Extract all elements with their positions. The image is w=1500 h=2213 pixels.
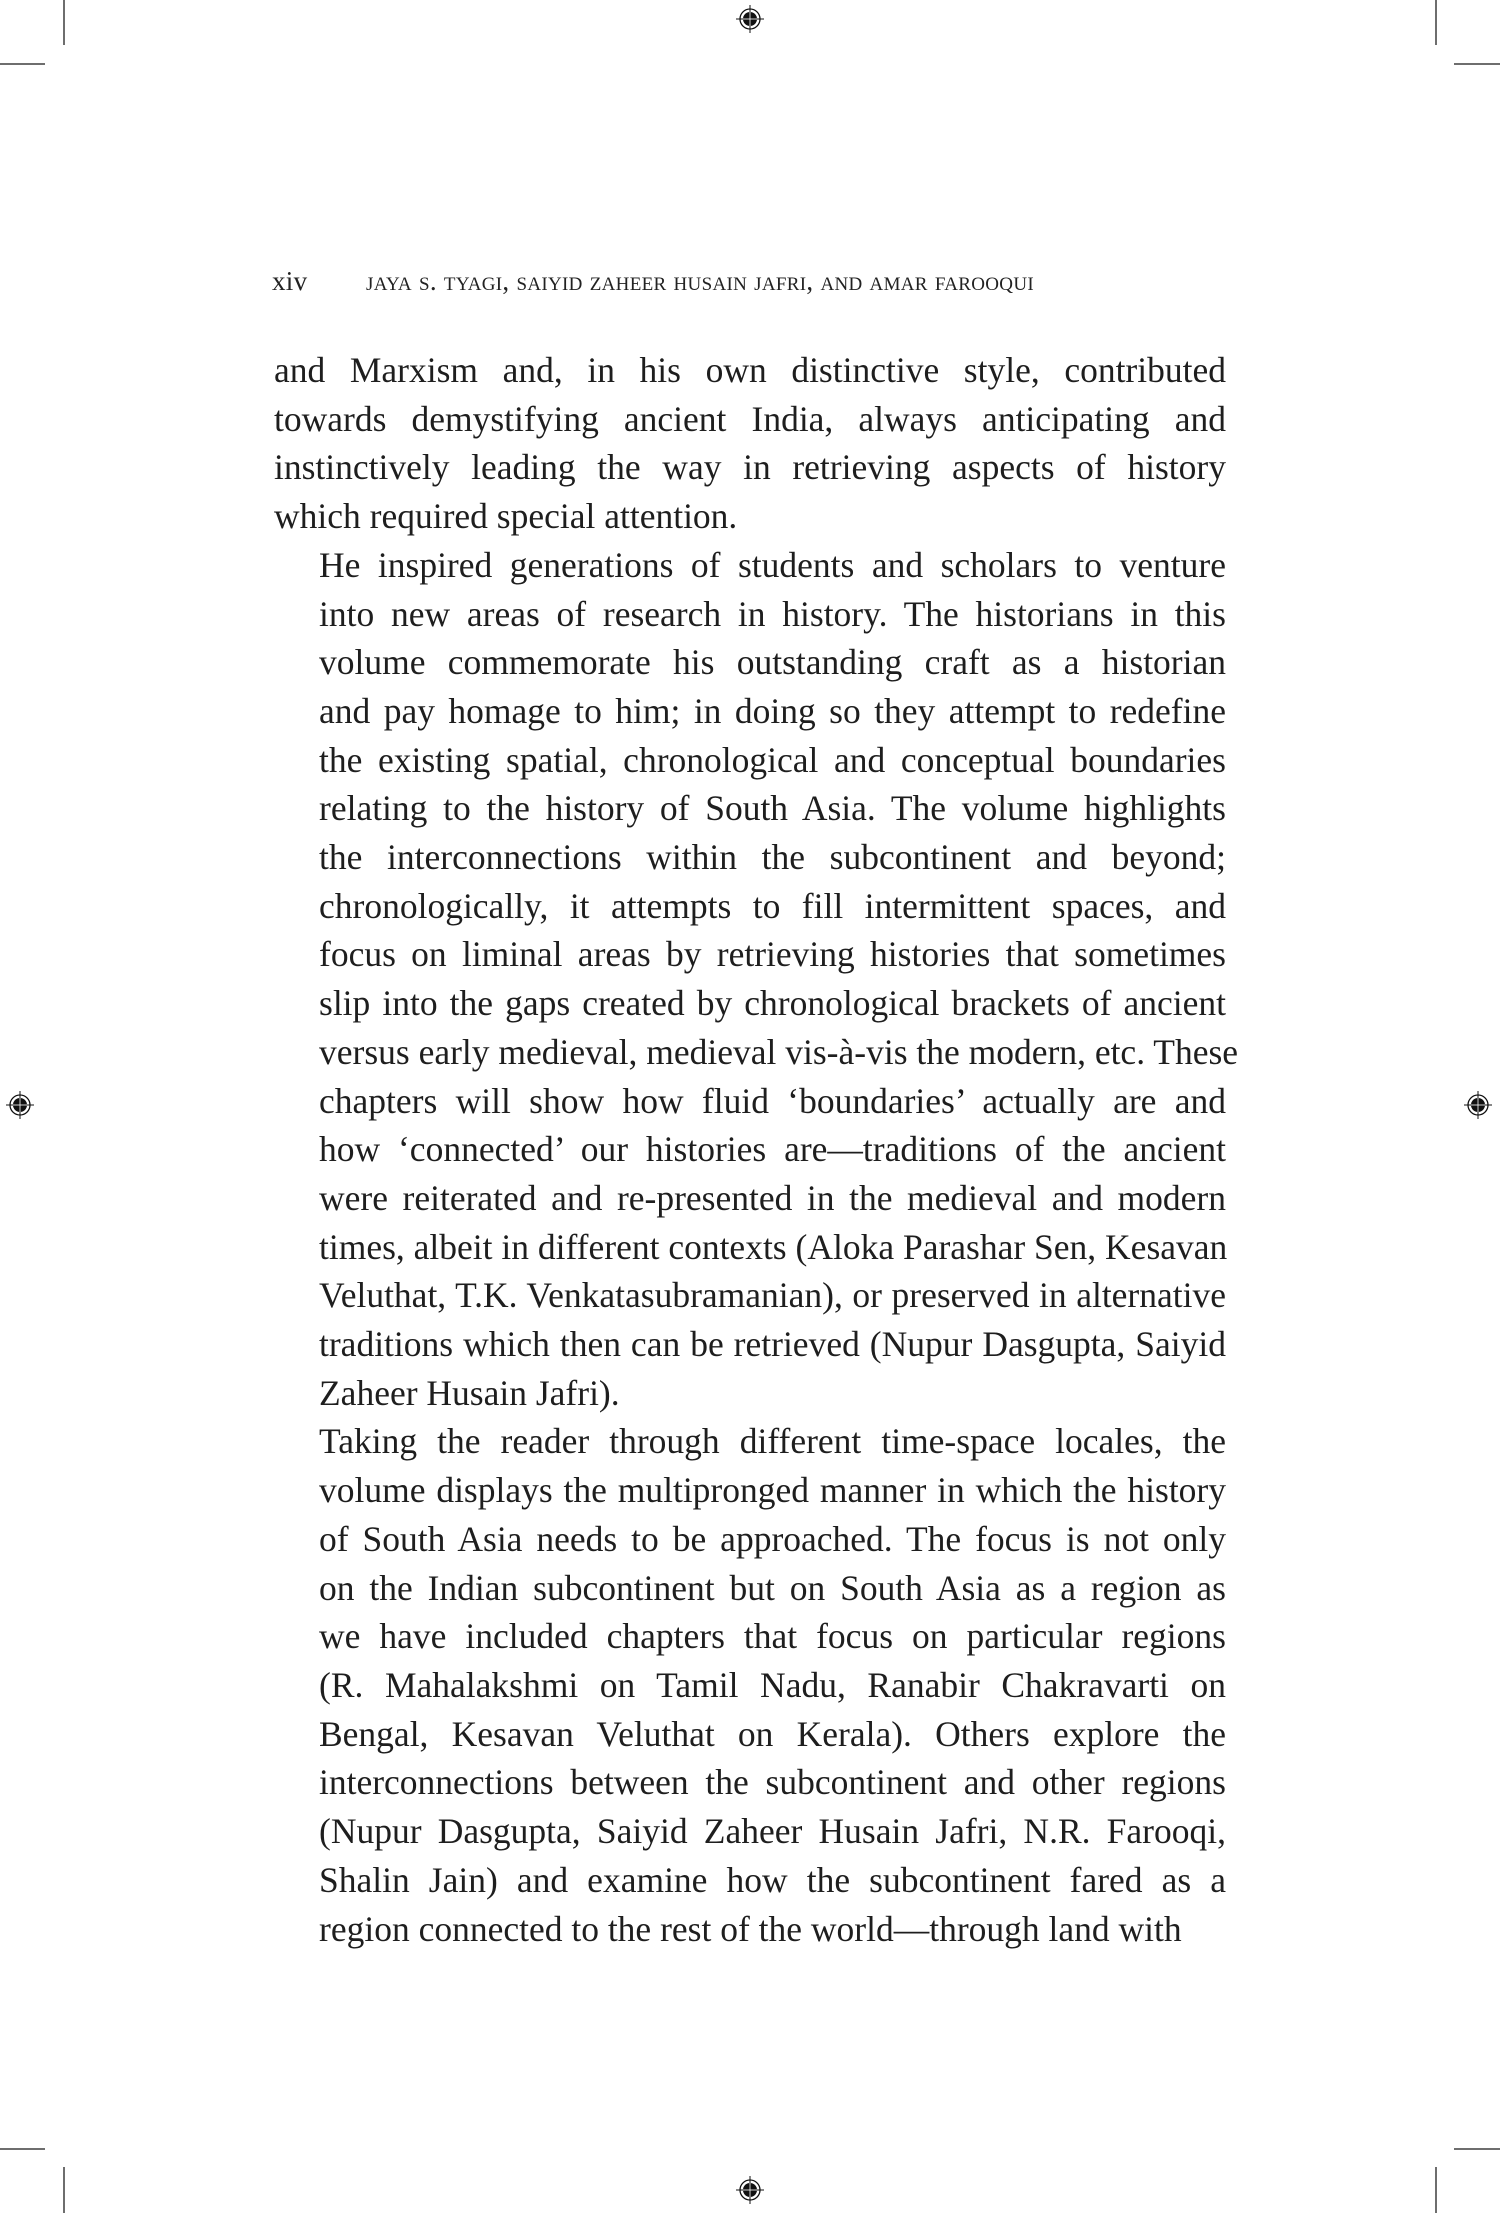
text-line: Zaheer Husain Jafri).	[319, 1372, 620, 1413]
text-line: of South Asia needs to be approached. The focus is not only	[319, 1518, 1226, 1559]
text-line: the existing spatial, chronological and conceptual boundaries	[319, 739, 1226, 780]
text-line: traditions which then can be retrieved (Nupur Dasgupta, Saiyid	[319, 1324, 1226, 1365]
paragraph	[274, 541, 1239, 1418]
text-line: versus early medieval, medieval vis-à-vis the modern, etc. These	[319, 1031, 1239, 1072]
text-line: the interconnections within the subcontinent and beyond;	[319, 837, 1226, 878]
crop-mark-bottom-right-vertical	[1435, 2167, 1437, 2213]
text-line: (R. Mahalakshmi on Tamil Nadu, Ranabir Chakravarti on	[319, 1664, 1226, 1705]
text-line: we have included chapters that focus on particular regions	[319, 1616, 1226, 1657]
text-line: towards demystifying ancient India, always anticipating and	[274, 398, 1226, 439]
text-line: Veluthat, T.K. Venkatasubramanian), or preserved in alternative	[319, 1275, 1226, 1316]
text-line: and Marxism and, in his own distinctive style, contributed	[274, 350, 1226, 390]
text-line: were reiterated and re-presented in the medieval and modern	[319, 1177, 1226, 1218]
text-line: region connected to the rest of the world—through land with	[319, 1908, 1182, 1949]
registration-mark-top-icon	[735, 4, 765, 34]
body-text	[274, 346, 1239, 1953]
text-line: slip into the gaps created by chronological brackets of ancient	[319, 983, 1226, 1024]
text-line: (Nupur Dasgupta, Saiyid Zaheer Husain Jafri, N.R. Farooqi,	[319, 1811, 1226, 1852]
text-line: which required special attention.	[274, 496, 738, 537]
paragraph	[274, 1417, 1226, 1953]
text-line: chronologically, it attempts to fill intermittent spaces, and	[319, 885, 1226, 926]
text-line: Shalin Jain) and examine how the subcontinent fared as a	[319, 1859, 1226, 1900]
crop-mark-bottom-left-vertical	[63, 2167, 65, 2213]
running-head	[272, 266, 1232, 297]
text-line: relating to the history of South Asia. The volume highlights	[319, 788, 1226, 829]
text-line: instinctively leading the way in retrieving aspects of history	[274, 447, 1226, 488]
crop-mark-top-right-vertical	[1435, 0, 1437, 45]
text-line: focus on liminal areas by retrieving histories that sometimes	[319, 934, 1226, 975]
text-line: interconnections between the subcontinent and other regions	[319, 1762, 1226, 1803]
text-line: Taking the reader through different time-space locales, the	[319, 1421, 1226, 1462]
text-line: volume commemorate his outstanding craft as a historian	[319, 642, 1226, 683]
text-line: and pay homage to him; in doing so they attempt to redefine	[319, 690, 1226, 731]
page-number: xiv	[272, 266, 308, 296]
registration-mark-bottom-icon	[735, 2175, 765, 2205]
registration-mark-left-icon	[5, 1090, 35, 1120]
text-line: into new areas of research in history. The historians in this	[319, 593, 1226, 634]
crop-mark-bottom-right-horizontal	[1454, 2148, 1500, 2150]
text-line: times, albeit in different contexts (Aloka Parashar Sen, Kesavan	[319, 1226, 1228, 1267]
text-line: volume displays the multipronged manner in which the history	[319, 1470, 1226, 1511]
text-line: on the Indian subcontinent but on South Asia as a region as	[319, 1567, 1226, 1608]
text-line: He inspired generations of students and scholars to venture	[319, 544, 1226, 585]
registration-mark-right-icon	[1463, 1090, 1493, 1120]
text-line: how ‘connected’ our histories are—traditions of the ancient	[319, 1129, 1226, 1170]
crop-mark-top-right-horizontal	[1454, 63, 1500, 65]
text-line: Bengal, Kesavan Veluthat on Kerala). Others explore the	[319, 1713, 1226, 1754]
running-head-authors: jaya s. tyagi, saiyid zaheer husain jafri, and amar farooqui	[366, 266, 1034, 296]
paragraph	[274, 346, 1226, 541]
crop-mark-top-left-vertical	[63, 0, 65, 45]
crop-mark-top-left-horizontal	[0, 63, 45, 65]
crop-mark-bottom-left-horizontal	[0, 2148, 45, 2150]
text-line: chapters will show how fluid ‘boundaries’ actually are and	[319, 1080, 1226, 1121]
